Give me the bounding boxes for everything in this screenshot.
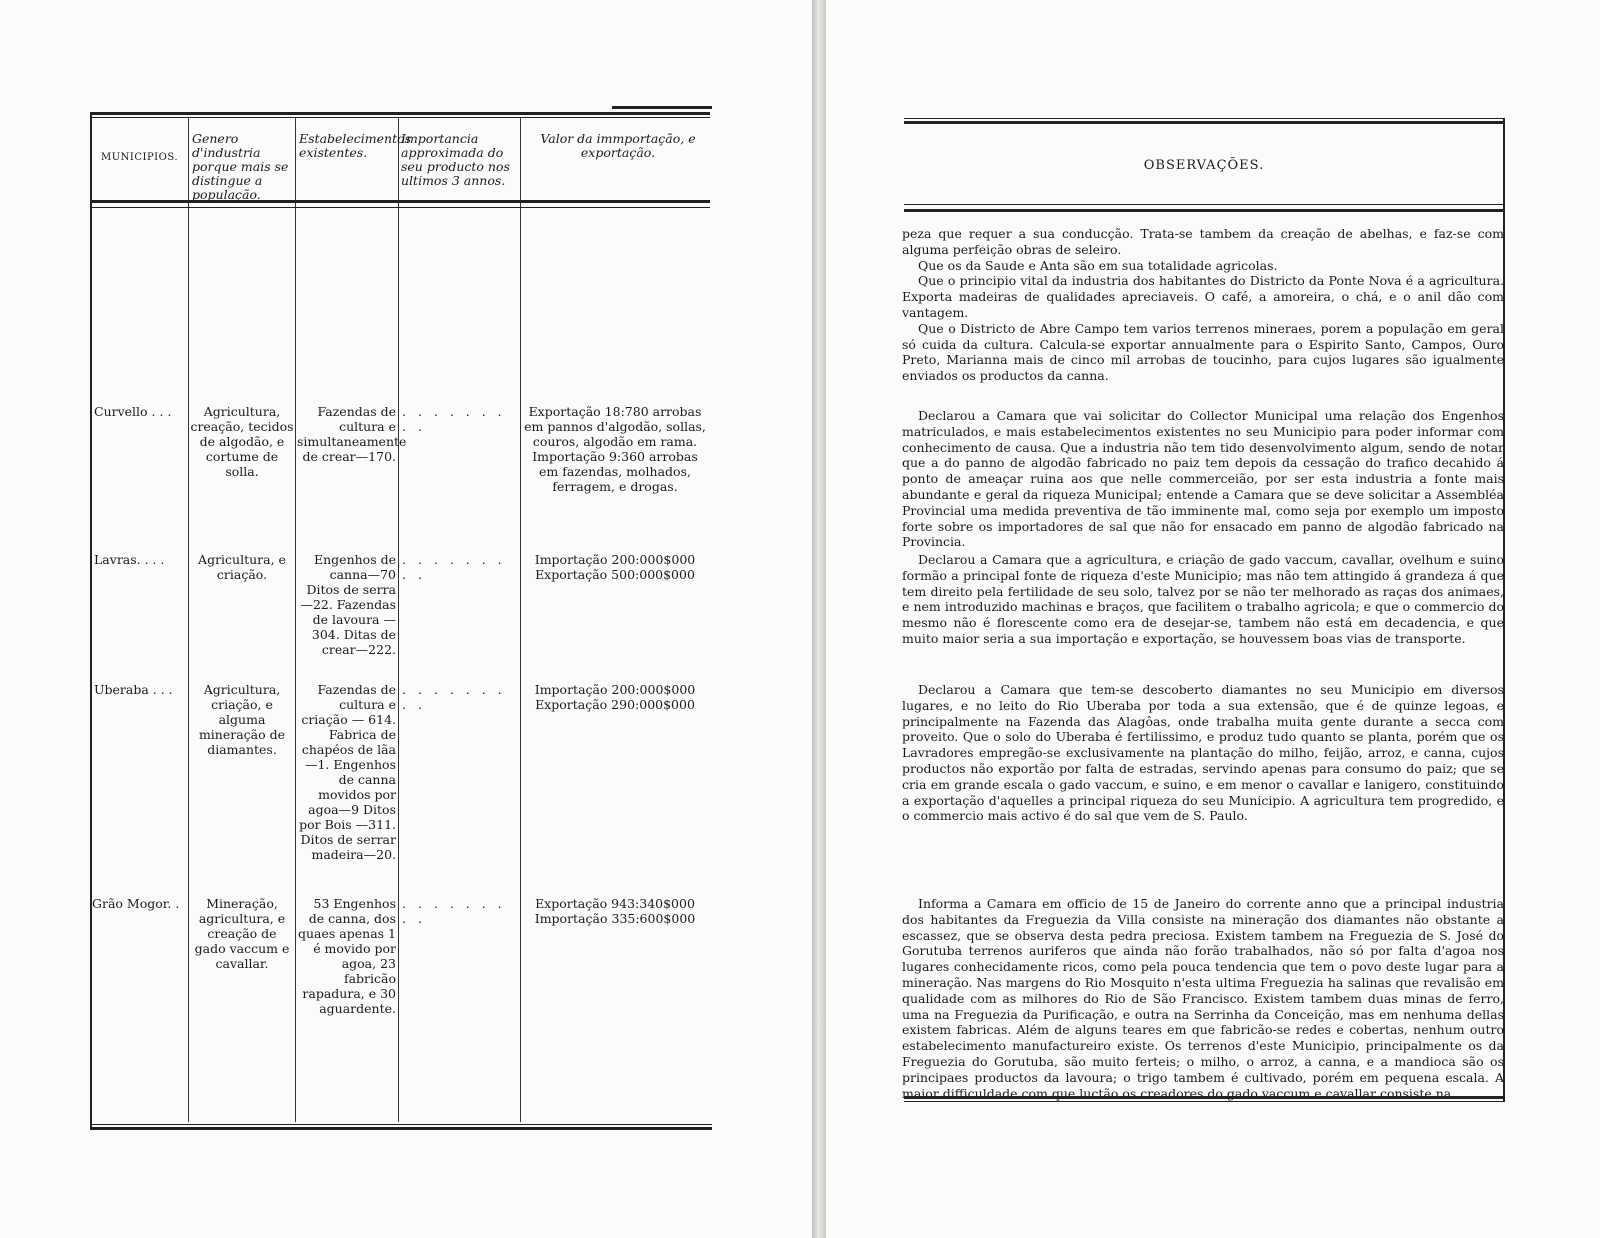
- obs-block-lavras-2: [902, 552, 1504, 647]
- obs-paragraph: Declarou a Camara que vai solicitar do Collector Municipal uma relação dos Engenhos matriculados, e mais estabelecimentos existentes no seu Municipio para poder informar com conhecimento de causa. Que a industria não tem tido desenvolvimento algum, sendo de notar que a do panno de algodão fabricado no paiz tem depois da cessação do trafico decahido á ponto de ameaçar ruina aos que nelle commerceião, por ser esta industria a fonte mais abundante e geral da riqueza Municipal; entende a Camara que se deve solicitar a Assembléa Provincial uma medida preventiva de tão imminente mal, como seja por exemplo um imposto forte sobre os importadores de sal que não for ensacado em panno de algodão fabricado na Provincia.: [902, 408, 1504, 550]
- header-valor: Valor da immportação, e exportação.: [540, 131, 696, 160]
- row-lavras-municipio: Lavras. . . .: [94, 552, 165, 567]
- obs-paragraph: Que o principio vital da industria dos habitantes do Districto da Ponte Nova é a agricultura. Exporta madeiras de qualidades apreciaveis. O café, a amoreira, o chá, e o anil dão com vantagem.: [902, 273, 1504, 320]
- obs-paragraph: Que os da Saude e Anta são em sua totalidade agricolas.: [918, 257, 1278, 273]
- row-graomogor-estabelecimentos: 53 Engenhos de canna, dos quaes apenas 1 é movido por agoa, 23 fabricão rapadura, e 30 aguardente.: [298, 896, 396, 1016]
- obs-block-graomogor: [902, 896, 1504, 1101]
- row-lavras-importancia: . . . . . . . . .: [402, 552, 506, 582]
- row-uberaba-estabelecimentos: Fazendas de cultura e criação — 614. Fabrica de chapéos de lãa—1. Engenhos de canna movidos por agoa—9 Ditos por Bois —311. Ditos de serrar madeira—20.: [299, 682, 396, 862]
- obs-paragraph: Que o Districto de Abre Campo tem varios terrenos mineraes, porem a população em geral só cuida da cultura. Calcula-se exportar annualmente para o Espirito Santo, Campos, Ouro Preto, Marianna mais de cinco mil arrobas de toucinho, para cujos lugares são igualmente enviados os productos da canna.: [902, 320, 1504, 384]
- row-graomogor-importancia: . . . . . . . . .: [402, 896, 506, 926]
- row-graomogor-genero: Mineração, agricultura, e creação de gado vaccum e cavallar.: [194, 896, 290, 971]
- row-curvello-estabelecimentos: Fazendas de cultura e simultaneamente de crear—170.: [297, 404, 407, 464]
- row-lavras-estabelecimentos: Engenhos de canna—70 Ditos de serra —22. Fazendas de lavoura —304. Ditas de crear—222.: [300, 552, 396, 657]
- header-genero: Genero d'industria porque mais se distingue a população.: [192, 131, 289, 202]
- obs-block-uberaba: [902, 682, 1504, 824]
- table-frame: [90, 112, 712, 1130]
- obs-title: OBSERVAÇÕES.: [1143, 158, 1265, 173]
- row-curvello-valor: Exportação 18:780 arrobas em pannos d'algodão, sollas, couros, algodão em rama. Importação 9:360 arrobas em fazendas, molhados, ferragem, e drogas.: [524, 404, 706, 494]
- table-header-rule: [90, 200, 710, 208]
- row-lavras-valor: Importação 200:000$000 Exportação 500:000$000: [534, 552, 696, 582]
- table-bottom-rule: [90, 1124, 712, 1130]
- header-municipios: MUNICIPIOS.: [100, 152, 179, 163]
- obs-paragraph: Declarou a Camara que a agricultura, e criação de gado vaccum, cavallar, ovelhum e suino formão a principal fonte de riqueza d'este Municipio; mas não tem attingido á grandeza á que tem direito pela fertilidade de seu solo, talvez por se não ter melhorado as raças dos animaes, e nem introduzido machinas e braços, que facilitem o trabalho agricola; e que o commercio do mesmo não é florescente como era de desejar-se, tambem não está em decadencia, e que muito maior seria a sua importação e exportação, se houvessem boas vias de transporte.: [902, 552, 1504, 646]
- obs-paragraph: Informa a Camara em officio de 15 de Janeiro do corrente anno que a principal industria dos habitantes da Freguezia da Villa consiste na mineração dos diamantes não obstante a escassez, que se observa desta pedra preciosa. Existem tambem na Freguezia de S. José do Gorutuba terrenos auriferos que ainda não forão trabalhados, não só por falta d'agoa nos lugares conhecidamente ricos, como pela pouca tendencia que tem o povo deste lugar para a mineração. Nas margens do Rio Mosquito n'esta ultima Freguezia ha salinas que revalisão em qualidade com as milhores do Rio de São Francisco. Existem tambem duas minas de ferro, uma na Freguezia da Purificação, e outra na Serrinha da Conceição, mas em nenhuma dellas existem fabricas. Além de alguns teares em que fabricão-se redes e cobertas, nenhum outro estabelecimento manufactureiro existe. Os terrenos d'este Municipio, principalmente os da Freguezia do Gorutuba, são muito ferteis; o milho, o arroz, a canna, e a mandioca são os principaes productos da lavoura; o trigo tambem é cultivado, porém em pequena escala. A maior difficuldade com que luctão os creadores do gado vaccum e cavallar consiste na: [902, 896, 1504, 1101]
- row-uberaba-genero: Agricultura, criação, e alguma mineração de diamantes.: [198, 682, 286, 757]
- top-rule-short: [612, 106, 712, 109]
- row-uberaba-municipio: Uberaba . . .: [94, 682, 173, 697]
- row-curvello-municipio: Curvello . . .: [94, 404, 172, 419]
- row-uberaba-valor: Importação 200:000$000 Exportação 290:000$000: [534, 682, 696, 712]
- column-divider: [188, 118, 189, 1122]
- obs-paragraph: Declarou a Camara que tem-se descoberto diamantes no seu Municipio em diversos lugares, e no leito do Rio Uberaba por toda a sua extensão, que é de quinze legoas, e principalmente na Fazenda das Alagôas, onde trabalha muita gente durante a secca com proveito. Que o solo do Uberaba é fertilissimo, e produz tudo quanto se planta, porém que os Lavradores empregão-se exclusivamente na plantação do milho, feijão, arroz, e canna, cujos productos não exportão por falta de estradas, servindo apenas para consumo do paiz; que se cria em grande escala o gado vaccum, e suino, e em menor o cavallar e lanigero, constituindo a exportação d'aquelles a principal riqueza do seu Municipio. A agricultura tem progredido, e o commercio mais activo é do sal que vem de S. Paulo.: [902, 682, 1504, 824]
- row-graomogor-municipio: Grão Mogor. .: [92, 896, 180, 911]
- row-lavras-genero: Agricultura, e criação.: [198, 552, 286, 582]
- obs-header-rule: [904, 204, 1504, 212]
- book-gutter: [812, 0, 826, 1238]
- obs-bottom-rule: [904, 1096, 1504, 1102]
- row-curvello-genero: Agricultura, creação, tecidos de algodão, e cortume de solla.: [190, 404, 294, 479]
- header-estabelecimentos: Estabelecimentos existentes.: [299, 131, 412, 160]
- row-uberaba-importancia: . . . . . . . . .: [402, 682, 506, 712]
- header-importancia: Importancia approximada do seu producto nos ultimos 3 annos.: [401, 131, 510, 188]
- row-graomogor-valor: Exportação 943:340$000 Importação 335:600$000: [534, 896, 696, 926]
- obs-paragraph: peza que requer a sua conducção. Trata-se tambem da creação de abelhas, e faz-se com alguma perfeição obras de seleiro.: [902, 226, 1504, 257]
- column-divider: [398, 118, 399, 1122]
- row-curvello-importancia: . . . . . . . . .: [402, 404, 506, 434]
- obs-block-curvello: [902, 226, 1504, 384]
- column-divider: [295, 118, 296, 1122]
- column-divider: [520, 118, 521, 1122]
- obs-block-lavras-1: [902, 408, 1504, 550]
- obs-top-rule: [904, 118, 1504, 124]
